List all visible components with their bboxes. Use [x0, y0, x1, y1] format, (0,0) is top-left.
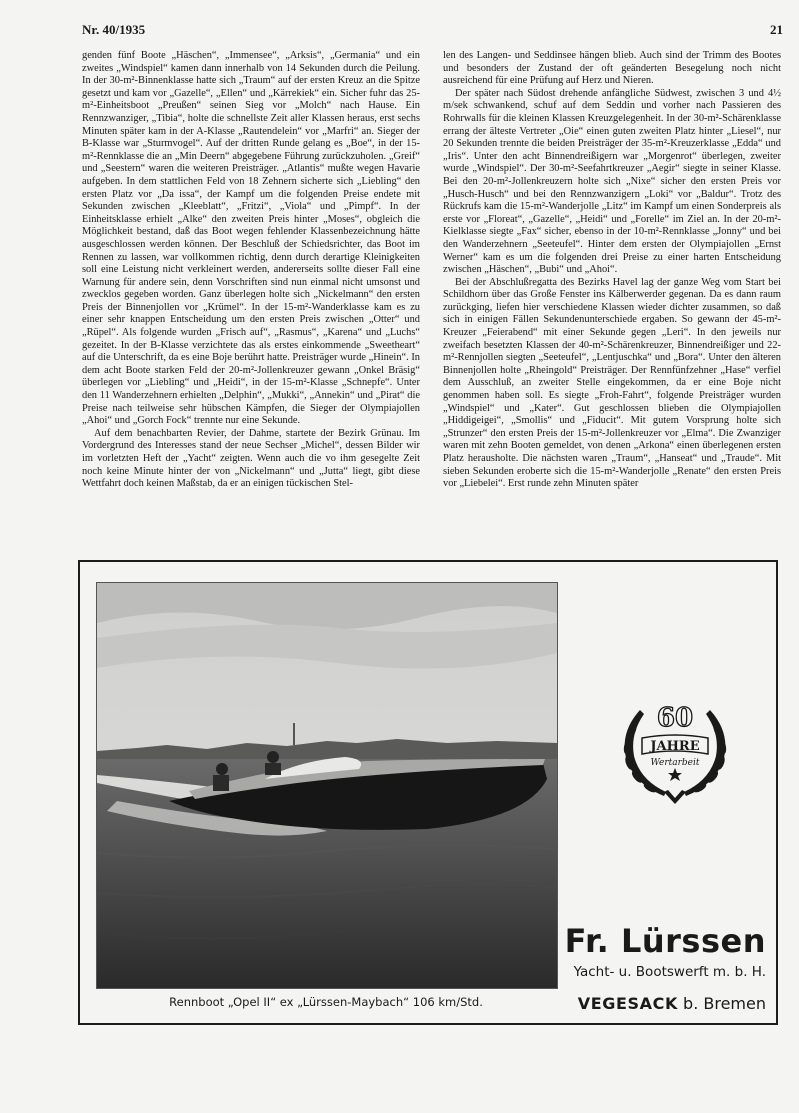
anniversary-emblem — [612, 692, 738, 810]
page-number: 21 — [770, 22, 783, 37]
company-subtitle: Yacht- u. Bootswerft m. b. H. — [573, 964, 766, 980]
article-column-left — [82, 50, 420, 542]
article-column-right — [443, 50, 781, 542]
company-name: Fr. Lürssen — [564, 922, 766, 960]
speedboat-photo — [96, 582, 558, 989]
emblem-years: JAHRE — [650, 739, 700, 754]
location-suffix: b. Bremen — [683, 994, 766, 1013]
paragraph: Auf dem benachbarten Revier, der Dahme, startete der Bezirk Grünau. Im Vordergrund des Interesses stand der neue Sechser „Michel“, dessen Bilder wir im vorletzten Heft der „Yacht“ zeigten. Wenn auch die vo ihm gesegelte Zeit noch keine Minute hinter der von „Nickelmann“ und „Jutta“ liegt, gibt diese Wettfahrt doch keinen Maßstab, da er an einigen tückischen Stel- — [82, 427, 420, 490]
company-location — [536, 994, 766, 1013]
photo-caption: Rennboot „Opel II“ ex „Lürssen-Maybach“ 106 km/Std. — [169, 995, 483, 1009]
luerssen-advertisement — [78, 560, 778, 1025]
paragraph: genden fünf Boote „Häschen“, „Immensee“, „Arksis“, „Germania“ und ein zweites „Windspiel“ kamen dann innerhalb von 14 Sekunden durch die Peilung. In der 30-m²-Binnenklasse hatte sich „Traum“ auf der ersten Kreuz an die Spitze gesetzt und kam vor „Gazelle“, „Ellen“ und „Kärrekiek“ ein. Sicher fuhr das 25-m²-Einheitsboot „Preußen“ seinen Sieg vor „Molch“ nach Hause. Ein Rennzwanziger, „Tibia“, holte die schnellste Zeit aller Klassen heraus, erst sechs Minuten später kam in der A-Klasse „Rautendelein“ vor „Marfri“ an. Sieger der B-Klasse war „Sturmvogel“. Auf der dritten Runde gelang es „Boe“, in der 15-m²-Rennklasse die an „Min Deern“ abgegebene Führung zurückzuholen. „Greif“ und „Seestern“ waren die weiteren Preisträger. „Atlantis“ mußte wegen Havarie aufgeben. In dem stattlichen Feld von 18 Zehnern sicherte sich „Liebling“ den ersten Platz vor „Da issa“, der Kampf um die folgenden Preise endete mit Sekunden zwischen „Kleeblatt“, „Fritzi“, „Viola“ und „Pimpf“. In der Einheitsklasse erhielt „Alke“ den zweiten Preis hinter „Moses“, obgleich die Möglichkeit bestand, daß das Boot wegen fehlender Klassenbezeichnung hätte ausgeschlossen werden können. Der Beschluß der Schiedsrichter, das Boot im Rennen zu lassen, war vollkommen richtig, denn durch derartige Kleinigkeiten soll eine Leistung nicht verkleinert werden, andererseits sollte dieser Fall eine Warnung für andere sein, denn Vorschriften sind nun einmal nicht umsonst und zwecklos gegeben worden. Ganz überlegen holte sich „Nickelmann“ den ersten Preis der Binnenjollen vor „Krümel“. In der 15-m²-Wanderklasse kam es zu einer sehr knappen Entscheidung um den ersten Preis zwischen „Otter“ und „Rüpel“. Als folgende wurden „Frisch auf“, „Rasmus“, „Karena“ und „Luchs“ gezeitet. In der B-Klasse verzichtete das als erstes einkommende „Sweetheart“ auf die Unterschrift, da es eine Boje berührt hatte. Preisträger wurde „Hinein“. In dem acht Boote starken Feld der 20-m²-Jollenkreuzer gewann „Onkel Bräsig“ überlegen vor „Liebling“ und „Heidi“, in der 15-m²-Klasse „Schnepfe“. Unter den 11 Wanderzehnern erhielten „Delphin“, „Mukki“, „Annekin“ und „Pirat“ die Preise nach teilweise sehr hübschen Kämpfen, die Sieger der Olympiajollen „Ahoi“ und „Gorch Fock“ trennte nur eine Sekunde. — [82, 50, 420, 427]
emblem-number: 60 — [656, 703, 694, 733]
paragraph: Bei der Abschlußregatta des Bezirks Havel lag der ganze Weg vom Start bei Schildhorn über das Große Fenster ins Kälberwerder gegenan. Da es dann raum zurückging, liefen hier verschiedene Klassen wieder dichter zusammen, so daß sich in einigen Fällen Sekundenunterschiede ergaben. So gewann der 45-m²-Kreuzer „Feierabend“ mit einer Sekunde gegen „Leri“. In den jeweils nur zweifach besetzten Klassen der 40-m²-Schärenkreuzer, Binnendreißiger und 22-m²-Rennjollen siegten „Seeteufel“, „Lentjuschka“ und „Bora“. Unter den älteren Binnenjollen holte „Rheingold“ Preisträger. Der Rennfünfzehner „Hase“ verfiel dem Ausschluß, an zweiter Stelle eingekommen, da er eine Boje nicht genommen haben soll. Es siegte „Froh-Fahrt“, folgende Preisträger wurden „Windspiel“ und „Kater“. Gut geschlossen blieben die Olympiajollen „Hiddigeigei“, „Smollis“ und „Fiducit“. Mit gutem Vorsprung holte sich „Strunzer“ den ersten Preis der 15-m²-Jollenkreuzer vor „Elma“. Die Zwanziger waren mit zehn Booten gemeldet, von denen „Arkona“ einen überlegenen ersten Platz herausholte. Die nächsten waren „Traum“, „Hanseat“ und „Traude“. Mit sieben Sekunden eroberte sich die 15-m²-Wanderjolle „Renate“ den ersten Preis vor „Liebelei“. Erst runde zehn Minuten später — [443, 276, 781, 490]
location-city: VEGESACK — [577, 994, 678, 1013]
paragraph: Der später nach Südost drehende anfängliche Südwest, zwischen 3 und 4½ m/sek schwankend, schuf auf dem Seddin und vorher nach Passieren des Rohrwalls für die kleinen Klassen Kreuzgelegenheit. In der 30-m²-Schärenklasse errang der älteste Vertreter „Oie“ einen guten zweiten Platz hinter „Liesel“, nur 20 Sekunden trennte die beiden Preisträger der 35-m²-Kreuzerklasse „Edda“ und „Iris“. Unter den acht Binnendreißigern war „Morgenrot“ überlegen, zweiter wurde „Windspiel“. Der 30-m²-Seefahrtkreuzer „Aegir“ siegte in seiner Klasse. Bei den 20-m²-Jollenkreuzern holte sich „Nixe“ sicher den ersten Preis vor „Husch-Husch“ und bei den Rennzwanzigern „Loki“ vor „Baldur“. Trotz des Rückrufs kam die 15-m²-Wanderjolle „Litz“ im Kampf um einen Sonderpreis als erste vor „Floreat“, „Gazelle“, „Heidi“ und „Forelle“ im Ziel an. In der 20-m²-Kielklasse siegte „Fax“ sicher, ebenso in der 10-m²-Rennklasse „Jonny“ und bei den Wanderzehnern „Seeteufel“. Hinter dem ersten der Olympiajollen „Ernst Werner“ kam es um die folgenden drei Preise zu einer harten Entscheidung zwischen „Häschen“, „Bubi“ und „Ahoi“. — [443, 87, 781, 276]
issue-number: Nr. 40/1935 — [82, 22, 146, 37]
emblem-quality: Wertarbeit — [650, 758, 700, 768]
paragraph: len des Langen- und Seddinsee hängen blieb. Auch sind der Trimm des Bootes und besonders der Zustand der oft geänderten Besegelung noch nicht ausreichend für eine Prüfung auf Herz und Nieren. — [443, 50, 781, 87]
page-header — [82, 22, 785, 42]
